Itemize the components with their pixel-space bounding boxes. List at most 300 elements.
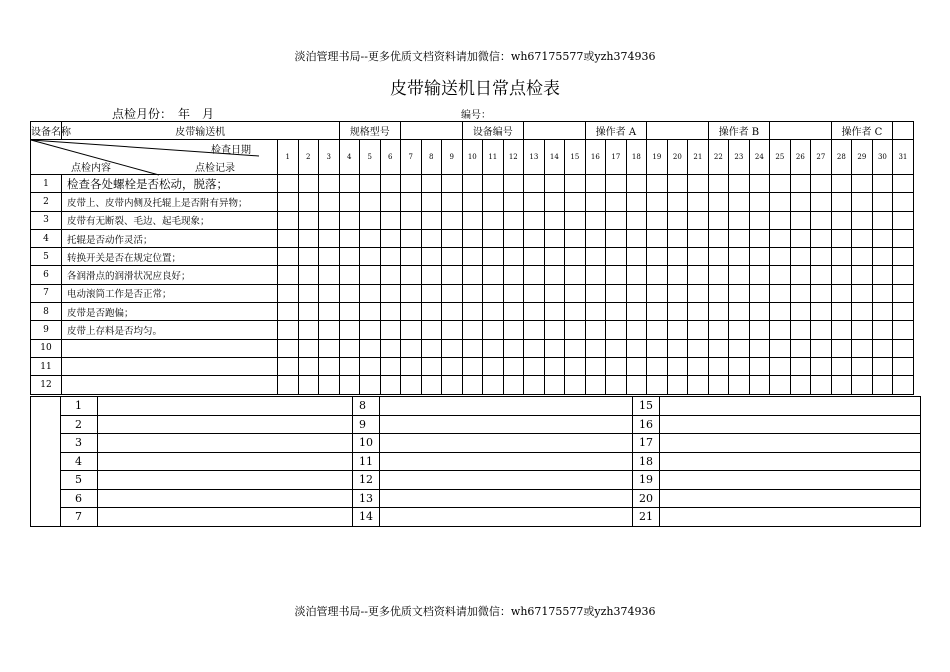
check-cell[interactable]	[626, 339, 647, 357]
check-cell[interactable]	[831, 357, 852, 375]
check-cell[interactable]	[298, 175, 319, 193]
check-cell[interactable]	[503, 376, 524, 394]
check-cell[interactable]	[421, 193, 442, 211]
check-cell[interactable]	[503, 303, 524, 321]
check-cell[interactable]	[442, 229, 463, 247]
note-field[interactable]	[98, 508, 353, 527]
check-cell[interactable]	[544, 193, 565, 211]
check-cell[interactable]	[278, 229, 299, 247]
check-cell[interactable]	[524, 303, 545, 321]
check-cell[interactable]	[647, 339, 668, 357]
check-cell[interactable]	[790, 376, 811, 394]
check-cell[interactable]	[319, 376, 340, 394]
check-cell[interactable]	[749, 175, 770, 193]
check-cell[interactable]	[893, 357, 914, 375]
check-cell[interactable]	[462, 339, 483, 357]
check-cell[interactable]	[298, 248, 319, 266]
check-cell[interactable]	[893, 303, 914, 321]
check-cell[interactable]	[319, 175, 340, 193]
check-cell[interactable]	[729, 339, 750, 357]
check-cell[interactable]	[503, 229, 524, 247]
check-cell[interactable]	[503, 175, 524, 193]
check-cell[interactable]	[606, 266, 627, 284]
check-cell[interactable]	[442, 284, 463, 302]
check-cell[interactable]	[831, 321, 852, 339]
check-cell[interactable]	[790, 339, 811, 357]
check-cell[interactable]	[585, 303, 606, 321]
check-cell[interactable]	[462, 357, 483, 375]
operator-b-value[interactable]	[770, 122, 832, 140]
check-cell[interactable]	[729, 248, 750, 266]
check-cell[interactable]	[565, 303, 586, 321]
check-cell[interactable]	[708, 175, 729, 193]
check-cell[interactable]	[298, 284, 319, 302]
check-cell[interactable]	[790, 175, 811, 193]
check-cell[interactable]	[401, 248, 422, 266]
check-cell[interactable]	[483, 357, 504, 375]
check-cell[interactable]	[667, 266, 688, 284]
check-cell[interactable]	[729, 284, 750, 302]
check-cell[interactable]	[278, 248, 299, 266]
check-cell[interactable]	[442, 321, 463, 339]
check-cell[interactable]	[667, 303, 688, 321]
check-cell[interactable]	[872, 248, 893, 266]
spec-value[interactable]	[401, 122, 463, 140]
check-cell[interactable]	[544, 211, 565, 229]
check-cell[interactable]	[811, 266, 832, 284]
check-cell[interactable]	[339, 339, 360, 357]
check-cell[interactable]	[606, 284, 627, 302]
check-cell[interactable]	[565, 357, 586, 375]
check-cell[interactable]	[503, 321, 524, 339]
check-cell[interactable]	[790, 193, 811, 211]
check-cell[interactable]	[298, 211, 319, 229]
note-field[interactable]	[660, 489, 921, 508]
check-cell[interactable]	[831, 284, 852, 302]
check-cell[interactable]	[339, 248, 360, 266]
check-cell[interactable]	[585, 229, 606, 247]
check-cell[interactable]	[524, 266, 545, 284]
check-cell[interactable]	[688, 229, 709, 247]
check-cell[interactable]	[872, 175, 893, 193]
check-cell[interactable]	[360, 248, 381, 266]
check-cell[interactable]	[852, 248, 873, 266]
check-cell[interactable]	[544, 303, 565, 321]
note-field[interactable]	[98, 471, 353, 490]
check-cell[interactable]	[872, 229, 893, 247]
check-cell[interactable]	[852, 284, 873, 302]
check-cell[interactable]	[503, 357, 524, 375]
note-field[interactable]	[98, 452, 353, 471]
check-cell[interactable]	[421, 321, 442, 339]
check-cell[interactable]	[729, 175, 750, 193]
check-cell[interactable]	[585, 321, 606, 339]
check-cell[interactable]	[606, 175, 627, 193]
check-cell[interactable]	[688, 376, 709, 394]
check-cell[interactable]	[606, 339, 627, 357]
check-cell[interactable]	[360, 357, 381, 375]
check-cell[interactable]	[278, 339, 299, 357]
check-cell[interactable]	[831, 175, 852, 193]
check-cell[interactable]	[749, 284, 770, 302]
check-cell[interactable]	[626, 229, 647, 247]
check-cell[interactable]	[688, 303, 709, 321]
check-cell[interactable]	[585, 284, 606, 302]
check-cell[interactable]	[278, 193, 299, 211]
check-cell[interactable]	[893, 339, 914, 357]
check-cell[interactable]	[749, 211, 770, 229]
check-cell[interactable]	[749, 321, 770, 339]
check-cell[interactable]	[770, 284, 791, 302]
check-cell[interactable]	[667, 248, 688, 266]
check-cell[interactable]	[462, 229, 483, 247]
check-cell[interactable]	[647, 248, 668, 266]
check-cell[interactable]	[770, 211, 791, 229]
check-cell[interactable]	[729, 376, 750, 394]
check-cell[interactable]	[626, 321, 647, 339]
check-cell[interactable]	[462, 321, 483, 339]
check-cell[interactable]	[626, 211, 647, 229]
check-cell[interactable]	[380, 376, 401, 394]
check-cell[interactable]	[688, 339, 709, 357]
note-field[interactable]	[660, 434, 921, 453]
check-cell[interactable]	[872, 376, 893, 394]
check-cell[interactable]	[688, 284, 709, 302]
check-cell[interactable]	[544, 229, 565, 247]
check-cell[interactable]	[442, 175, 463, 193]
check-cell[interactable]	[565, 211, 586, 229]
check-cell[interactable]	[442, 357, 463, 375]
check-cell[interactable]	[811, 284, 832, 302]
check-cell[interactable]	[831, 248, 852, 266]
check-cell[interactable]	[401, 376, 422, 394]
check-cell[interactable]	[831, 266, 852, 284]
check-cell[interactable]	[770, 248, 791, 266]
check-cell[interactable]	[380, 339, 401, 357]
check-cell[interactable]	[421, 266, 442, 284]
check-cell[interactable]	[872, 266, 893, 284]
check-cell[interactable]	[893, 284, 914, 302]
check-cell[interactable]	[770, 193, 791, 211]
check-cell[interactable]	[544, 339, 565, 357]
check-cell[interactable]	[852, 321, 873, 339]
check-cell[interactable]	[749, 229, 770, 247]
check-cell[interactable]	[380, 284, 401, 302]
check-cell[interactable]	[483, 321, 504, 339]
check-cell[interactable]	[831, 339, 852, 357]
check-cell[interactable]	[585, 266, 606, 284]
check-cell[interactable]	[770, 321, 791, 339]
check-cell[interactable]	[811, 211, 832, 229]
check-cell[interactable]	[380, 193, 401, 211]
check-cell[interactable]	[483, 175, 504, 193]
check-cell[interactable]	[421, 339, 442, 357]
check-cell[interactable]	[647, 303, 668, 321]
check-cell[interactable]	[872, 357, 893, 375]
check-cell[interactable]	[565, 321, 586, 339]
check-cell[interactable]	[483, 229, 504, 247]
check-cell[interactable]	[360, 321, 381, 339]
note-field[interactable]	[98, 397, 353, 416]
check-cell[interactable]	[831, 211, 852, 229]
check-cell[interactable]	[688, 248, 709, 266]
note-field[interactable]	[660, 397, 921, 416]
check-cell[interactable]	[688, 357, 709, 375]
check-cell[interactable]	[770, 303, 791, 321]
check-cell[interactable]	[688, 321, 709, 339]
check-cell[interactable]	[524, 175, 545, 193]
check-cell[interactable]	[585, 175, 606, 193]
check-cell[interactable]	[524, 211, 545, 229]
check-cell[interactable]	[442, 211, 463, 229]
check-cell[interactable]	[565, 339, 586, 357]
check-cell[interactable]	[524, 229, 545, 247]
check-cell[interactable]	[483, 266, 504, 284]
check-cell[interactable]	[626, 193, 647, 211]
check-cell[interactable]	[626, 303, 647, 321]
check-cell[interactable]	[852, 211, 873, 229]
check-cell[interactable]	[565, 175, 586, 193]
check-cell[interactable]	[708, 376, 729, 394]
note-field[interactable]	[660, 471, 921, 490]
check-cell[interactable]	[442, 376, 463, 394]
check-cell[interactable]	[749, 303, 770, 321]
check-cell[interactable]	[503, 211, 524, 229]
check-cell[interactable]	[298, 339, 319, 357]
note-field[interactable]	[98, 489, 353, 508]
check-cell[interactable]	[401, 303, 422, 321]
check-cell[interactable]	[606, 211, 627, 229]
check-cell[interactable]	[893, 175, 914, 193]
check-cell[interactable]	[585, 376, 606, 394]
check-cell[interactable]	[606, 193, 627, 211]
check-cell[interactable]	[319, 193, 340, 211]
check-cell[interactable]	[729, 303, 750, 321]
check-cell[interactable]	[790, 229, 811, 247]
note-field[interactable]	[380, 415, 633, 434]
check-cell[interactable]	[360, 339, 381, 357]
check-cell[interactable]	[606, 357, 627, 375]
check-cell[interactable]	[626, 357, 647, 375]
check-cell[interactable]	[831, 193, 852, 211]
check-cell[interactable]	[339, 303, 360, 321]
check-cell[interactable]	[462, 175, 483, 193]
check-cell[interactable]	[729, 193, 750, 211]
check-cell[interactable]	[339, 357, 360, 375]
check-cell[interactable]	[319, 284, 340, 302]
check-cell[interactable]	[852, 303, 873, 321]
check-cell[interactable]	[360, 175, 381, 193]
check-cell[interactable]	[647, 175, 668, 193]
check-cell[interactable]	[708, 321, 729, 339]
check-cell[interactable]	[749, 357, 770, 375]
check-cell[interactable]	[524, 321, 545, 339]
check-cell[interactable]	[811, 248, 832, 266]
check-cell[interactable]	[585, 248, 606, 266]
check-cell[interactable]	[811, 339, 832, 357]
check-cell[interactable]	[483, 248, 504, 266]
check-cell[interactable]	[790, 357, 811, 375]
check-cell[interactable]	[483, 339, 504, 357]
check-cell[interactable]	[339, 229, 360, 247]
note-field[interactable]	[380, 397, 633, 416]
check-cell[interactable]	[401, 357, 422, 375]
check-cell[interactable]	[749, 193, 770, 211]
check-cell[interactable]	[421, 248, 442, 266]
check-cell[interactable]	[667, 193, 688, 211]
check-cell[interactable]	[667, 321, 688, 339]
check-cell[interactable]	[298, 303, 319, 321]
check-cell[interactable]	[852, 339, 873, 357]
check-cell[interactable]	[319, 266, 340, 284]
check-cell[interactable]	[770, 376, 791, 394]
check-cell[interactable]	[688, 266, 709, 284]
check-cell[interactable]	[524, 339, 545, 357]
check-cell[interactable]	[380, 248, 401, 266]
check-cell[interactable]	[770, 357, 791, 375]
check-cell[interactable]	[667, 284, 688, 302]
check-cell[interactable]	[893, 248, 914, 266]
check-cell[interactable]	[380, 211, 401, 229]
check-cell[interactable]	[688, 193, 709, 211]
note-field[interactable]	[380, 452, 633, 471]
note-field[interactable]	[380, 489, 633, 508]
check-cell[interactable]	[421, 357, 442, 375]
check-cell[interactable]	[503, 193, 524, 211]
check-cell[interactable]	[360, 193, 381, 211]
check-cell[interactable]	[852, 376, 873, 394]
check-cell[interactable]	[339, 284, 360, 302]
check-cell[interactable]	[524, 193, 545, 211]
check-cell[interactable]	[503, 266, 524, 284]
check-cell[interactable]	[524, 376, 545, 394]
check-cell[interactable]	[319, 339, 340, 357]
check-cell[interactable]	[442, 193, 463, 211]
check-cell[interactable]	[442, 248, 463, 266]
check-cell[interactable]	[790, 321, 811, 339]
check-cell[interactable]	[360, 211, 381, 229]
check-cell[interactable]	[442, 266, 463, 284]
check-cell[interactable]	[667, 175, 688, 193]
check-cell[interactable]	[278, 266, 299, 284]
check-cell[interactable]	[421, 229, 442, 247]
check-cell[interactable]	[319, 248, 340, 266]
check-cell[interactable]	[872, 321, 893, 339]
note-field[interactable]	[660, 415, 921, 434]
check-cell[interactable]	[298, 193, 319, 211]
check-cell[interactable]	[585, 339, 606, 357]
check-cell[interactable]	[503, 284, 524, 302]
note-field[interactable]	[380, 471, 633, 490]
check-cell[interactable]	[462, 248, 483, 266]
check-cell[interactable]	[421, 175, 442, 193]
check-cell[interactable]	[401, 284, 422, 302]
note-field[interactable]	[660, 452, 921, 471]
check-cell[interactable]	[401, 193, 422, 211]
check-cell[interactable]	[298, 376, 319, 394]
check-cell[interactable]	[360, 266, 381, 284]
check-cell[interactable]	[667, 339, 688, 357]
check-cell[interactable]	[893, 266, 914, 284]
check-cell[interactable]	[770, 175, 791, 193]
check-cell[interactable]	[380, 175, 401, 193]
check-cell[interactable]	[380, 321, 401, 339]
check-cell[interactable]	[893, 376, 914, 394]
check-cell[interactable]	[893, 229, 914, 247]
check-cell[interactable]	[647, 266, 668, 284]
check-cell[interactable]	[626, 248, 647, 266]
check-cell[interactable]	[483, 193, 504, 211]
check-cell[interactable]	[339, 266, 360, 284]
check-cell[interactable]	[380, 266, 401, 284]
check-cell[interactable]	[565, 193, 586, 211]
check-cell[interactable]	[790, 211, 811, 229]
check-cell[interactable]	[626, 175, 647, 193]
check-cell[interactable]	[811, 303, 832, 321]
check-cell[interactable]	[872, 303, 893, 321]
check-cell[interactable]	[729, 229, 750, 247]
check-cell[interactable]	[483, 284, 504, 302]
check-cell[interactable]	[360, 303, 381, 321]
check-cell[interactable]	[708, 266, 729, 284]
check-cell[interactable]	[647, 193, 668, 211]
check-cell[interactable]	[893, 321, 914, 339]
check-cell[interactable]	[811, 376, 832, 394]
check-cell[interactable]	[565, 376, 586, 394]
check-cell[interactable]	[811, 193, 832, 211]
check-cell[interactable]	[278, 284, 299, 302]
check-cell[interactable]	[708, 193, 729, 211]
check-cell[interactable]	[462, 266, 483, 284]
check-cell[interactable]	[852, 193, 873, 211]
check-cell[interactable]	[626, 376, 647, 394]
check-cell[interactable]	[667, 376, 688, 394]
check-cell[interactable]	[893, 193, 914, 211]
check-cell[interactable]	[483, 376, 504, 394]
check-cell[interactable]	[729, 357, 750, 375]
check-cell[interactable]	[749, 248, 770, 266]
note-field[interactable]	[380, 434, 633, 453]
check-cell[interactable]	[462, 303, 483, 321]
check-cell[interactable]	[626, 284, 647, 302]
check-cell[interactable]	[401, 211, 422, 229]
check-cell[interactable]	[749, 376, 770, 394]
check-cell[interactable]	[667, 211, 688, 229]
check-cell[interactable]	[544, 248, 565, 266]
check-cell[interactable]	[729, 211, 750, 229]
note-field[interactable]	[660, 508, 921, 527]
check-cell[interactable]	[421, 303, 442, 321]
check-cell[interactable]	[319, 211, 340, 229]
check-cell[interactable]	[770, 266, 791, 284]
check-cell[interactable]	[831, 376, 852, 394]
check-cell[interactable]	[421, 284, 442, 302]
check-cell[interactable]	[688, 211, 709, 229]
check-cell[interactable]	[770, 339, 791, 357]
check-cell[interactable]	[872, 193, 893, 211]
check-cell[interactable]	[708, 303, 729, 321]
check-cell[interactable]	[421, 211, 442, 229]
check-cell[interactable]	[811, 357, 832, 375]
check-cell[interactable]	[811, 229, 832, 247]
check-cell[interactable]	[380, 229, 401, 247]
check-cell[interactable]	[790, 266, 811, 284]
check-cell[interactable]	[339, 193, 360, 211]
check-cell[interactable]	[298, 229, 319, 247]
check-cell[interactable]	[319, 303, 340, 321]
check-cell[interactable]	[278, 376, 299, 394]
check-cell[interactable]	[852, 175, 873, 193]
